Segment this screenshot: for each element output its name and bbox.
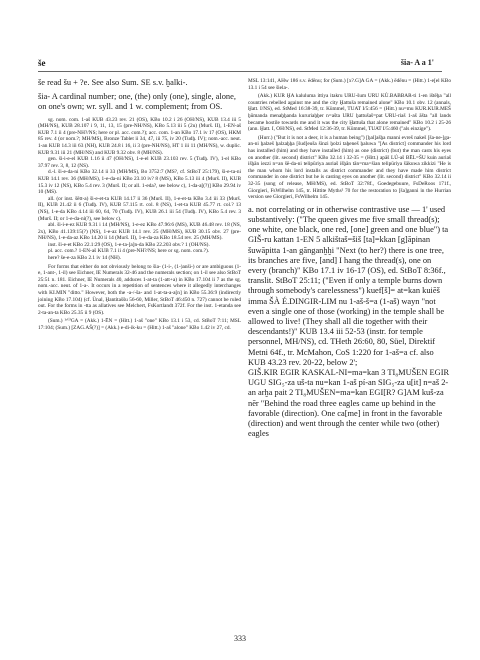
entry-headword: šia- A cardinal number; one, (the) only (one), single, alone, on one's own; wr. syll. and 1 w. complement; from OS. [38, 92, 236, 112]
forms-inst: inst. ši-e-et KBo 22.1:29 (OS), 1-e-ta-[a]n-da KBo 22.203 obv.? 1 (OH/NS). [48, 241, 210, 248]
header-rule [38, 71, 442, 72]
forms-dl: d.-l. ši-e-da-ni KBo 32.14 ii 33 (MH/MS), Bo 3752:7 (MS?, cf. StBoT 25:179), ši-e-ta-ni KUB 14.1 rev. 36 (MH/MS), 1-e-da-ni KBo 23.10 iv? 8 (MS), KBo 5.13 iii 4 (Murš. II), KUB 15.3 iv 12 (NS), KBo 5.4 rev. 3 (Murš. II; or all. 1-eda?, see below c), 1-da-a[(?)] KBo 29.94 iv 10 (MS). [38, 169, 241, 196]
page-number: 333 [234, 634, 246, 643]
msl-reference: MSL 13:141, AHw 186 s.v. ēdēnu; for (Sum.) [x?.G]A GA = (Akk.) ēdēnu = (Hitt.) 1-e[el KBo 13.1 i 54 see šiela-. [248, 78, 451, 91]
forms-gen: gen. ši-i-e-el KUB 1.16 ii 47 (OH/NS), 1-e-el KUB 23.103 rev. 5 (Tudḫ. IV), 1-el KBo 37.97 rev. 3, 8, 12 (NS). [38, 156, 241, 169]
eagles-passage: GIŠ.KIR EGIR KASKAL-NI=ma=kan 3 TI₈MUŠEN EGIR UGU SIG₅-za uš-ta nu=kan 1-aš pí-an SIG₅-za u[it] n=aš 2-an arḫa pait 2 TI₈MUŠEN=ma=kan EGI[R? G]AM kuš-za nēr "Behind the road three eagles came up behind in the favorable (direction). One ca[me] in front in the favorable (direction) and went through the center while two (other) eagles [248, 367, 450, 439]
page-header-left: še [38, 58, 46, 68]
right-column [248, 78, 451, 439]
sense-a: a. not correlating or in otherwise contrastive use — 1' used substantively: ("The queen gives me five small thread(s); one white, one black, one red, [one] green and one blue") ta GIŠ-ru kattan 1-EN 5 alkištaš=šiš [ta]=kkan [g]āpinan šuwāpitta 1-an gānganḫḫi "Next (to her?) there is one tree, its branches are five, [and] I hang the thread(s), one on every (branch)" KBo 17.1 iv 16-17 (OS), ed. StBoT 8:36f., translit. StBoT 25:11; ("Even if only a temple burns down through somebody's carelessness") kuef[š]= at=kan kuiēš imma ŠÀ É.DINGIR-LIM nu 1-aš-š=a (1-aš) wayn "not even a single one of those (working) in the temple shall be allowed to live! (They shall all die together with their descendants!)" KUB 13.4 iii 52-53 (instr. for temple personnel, MH/NS), cd. THeth 26:60, 80, Süel, Direktif Metni 64f., tr. McMahon, CoS 1:220 for 1-aš=a cf. also KUB 43.23 rev. 20-22, below 2'; [248, 204, 449, 367]
akkadian-bilingual: (Akk.) KUR ḪA kaluluma ittiya itakru URU-šum URU KÙ.BABBAR-ti 1-en ištēḫa "all countries rebelled against me and the city Ḫattuša remained alone" KBo 10.1 obv. 12 (annals, Ḫatt. I/NS), ed. StMed 16:38-39, tr. Kümmel, TUAT I/5:456 = (Hitt.) nu=mu KUR.KUR.MEŠ ḫūmanda menaḫḫanda kururiaḫḫer n=ašta URU ḫattušaš=pat URU-riaš 1-aš āšta "all lands became hostile towards me and it was the city Ḫattuša that alone remained" KBo 10.2 i 25-26 (ann. Ḫatt. I, OH/NS), ed. StMed 12:36-39, tr. Kümmel, TUAT I/5:460 ("als einzige"). [248, 93, 451, 133]
page-header-right: šia- A a 1' [400, 58, 434, 67]
forms-here: here? še-e-za KBo 2.1 iv 14 (NH). [48, 255, 121, 262]
left-column [38, 78, 241, 332]
forms-abl: abl. ši-i-e-ez KUB 9.31 i 14 (MH/NS), 1-e-ez KBo 47.96:6 (MS), KUB 46.48 rev. 18 (NS, 2x), KBo 41.139:15(?) (NS), 1-e-az KUB 14.1 rev. 25 (MH/MS), KUB 30.15 obv. 27 (pre-NH/NS), 1-e-da-az KBo 14.20 ii 14 (Murš. II), 1-e-da-za KBo 18.54 rev. 25 (MH/MS). [38, 222, 241, 242]
see-also-intro: še read šu + ?e. See also Sum. SE s.v. ḫalki-. [38, 78, 188, 87]
hurrian-bilingual: (Hurr.) ("But it is not a deer, it is a human being") [ḫal]ašḫa manni evreš nakeš [ša-ne-]ga-an-ni ḫalzeš ḫalzaḫḫa [šud]euša šinzi ḫolzi taḫeneš ḫaluwa "[As district] commander his lord has installed (him) and they have installed (him) as one (district) (but) the man casts his eyes on another (lit. second) district" KBo 32.14 i 32-35 = (Hitt.) apāš LÚ-aš BĒL=ŠU kuin auriaš išḫān iezzi n=an šē-da-ni telipūriya auriaš išḫān tān=ma=šian telipūriya šākuwa zikkizi "He is the man whom his lord installs as district commander and they have made him district commander in one district but he is casting eyes on another (lit. second) district" KBo 32.14 ii 32-35 (song of release, MH/MS), ed. StBoT 32:78f., Goedegebuure, FsDeRoos 171f., Giorgieri, FsWilhelm 145, tr. Hittite Myths² 70 for the restoration to [ša]ganni in the Hurrian version see Giorgieri, FsWilhelm 145. [248, 134, 451, 201]
forms-sg-nom-com: sg. nom. com. 1-aš KUB 43.23 rev. 21 (OS), KBo 10.2 i 26 (OH/NS), KUB 13.4 iii 5 (MH/NS), KUB 28.107 i 9, 11, 13, 15 (pre-NH/NS), KBo 5.13 iii 5 (2u) (Murš. II), 1-EN-aš KUB 7.1 ii 4 (pre-NH?/NS; here or pl. acc. com.?); acc. com. 1-an KBo 17.1 iv 17 (OS), HKM 85 rev. 4 (or nom.?; MH/MS), Bronze Tablet ii 34, 47, iii 75, iv 20 (Tudḫ. IV); nom.-acc. neut. 1-an KUB 14.3 iii 63 (NH), KUB 24.8 i 16, ii 3 (pre-NH/NS), HT 1 iii 11 (MH/NS), w. duplic. KUB 9.31 iii 21 (MH/NS) and KUB 9.32 obv. 8 (MH/NS). [38, 116, 241, 156]
forms-pl-acc: pl. acc. com.? 1-EN-aš KUB 7.1 ii 4 (pre-NH?/NS; here or sg. nom. com.?). [48, 248, 210, 255]
forms-discussion: For forms that either do not obviously belong to šia- (1-i-, (1-)anši-) or are ambiguous (1-e, 1-ant-, 1-il) see Eichner, IE Numerals 32-46 and the numerals section; on 1-il see also StBoT 25:51 n. 181. Eichner, IE Numerals 40, adduces 1-at-ta (1-att+a) in KBo 17.104 ii 7 as the sg. nom.-acc. neut. of 1-a-. It occurs in a repetition of sentences where it allegedly interchanges with KI.MIN "ditto." However, both the -a-/-ša- and 1-at-ta-a-a[n] in KBo 55.36:9 (indirectly joining KBo 17.104) (cf. Ünal, Ḫantitaššu 56-60, Miller, StBoT 46:450 n. 727) cannot be ruled out. For the forms in -tta as allatives see Melchert, FsKortlandt 372f. For the inst. 1-etanda see 2-ta-an-ta KBo 25.35 ii 9 (OS). [38, 263, 241, 316]
forms-all: all. (or inst. šētt-a) ši-e-et-ta KUB 14.17 ii 36 (Murš. II), 1-e-et-ta KBo 3.4 iii 33 (Murš. II), KUB 21.42 ii 6 (Tudḫ. IV), KUB 57.115 rt. col. 8 (NS), 1-et-ta KUB 45.77 rt. col.? 13 (NS), 1-e-da KBo 4.14 iii 60, 64, 70 (Tudḫ. IV), KUB 26.1 iii 54 (Tudḫ. IV), KBo 5.4 rev. 3 (Murš. II; or 1-e-da-ni(?), see below c). [38, 195, 241, 222]
sumerian-equivalents: (Sum.) ¹ʳ⁽ᴵ⁾GA = (Akk.) 1-ĒN = (Hitt.) 1-aš "one" KBo 13.1 i 53, cd. StBoT 7:11; MSL 17:104; (Sum.) [ZAG.AŠ(?)] = (Akk.) e-di-ik-ku = (Hitt.) 1-aš "alone" KBo 1.42 iv 27, cd. [38, 318, 241, 332]
